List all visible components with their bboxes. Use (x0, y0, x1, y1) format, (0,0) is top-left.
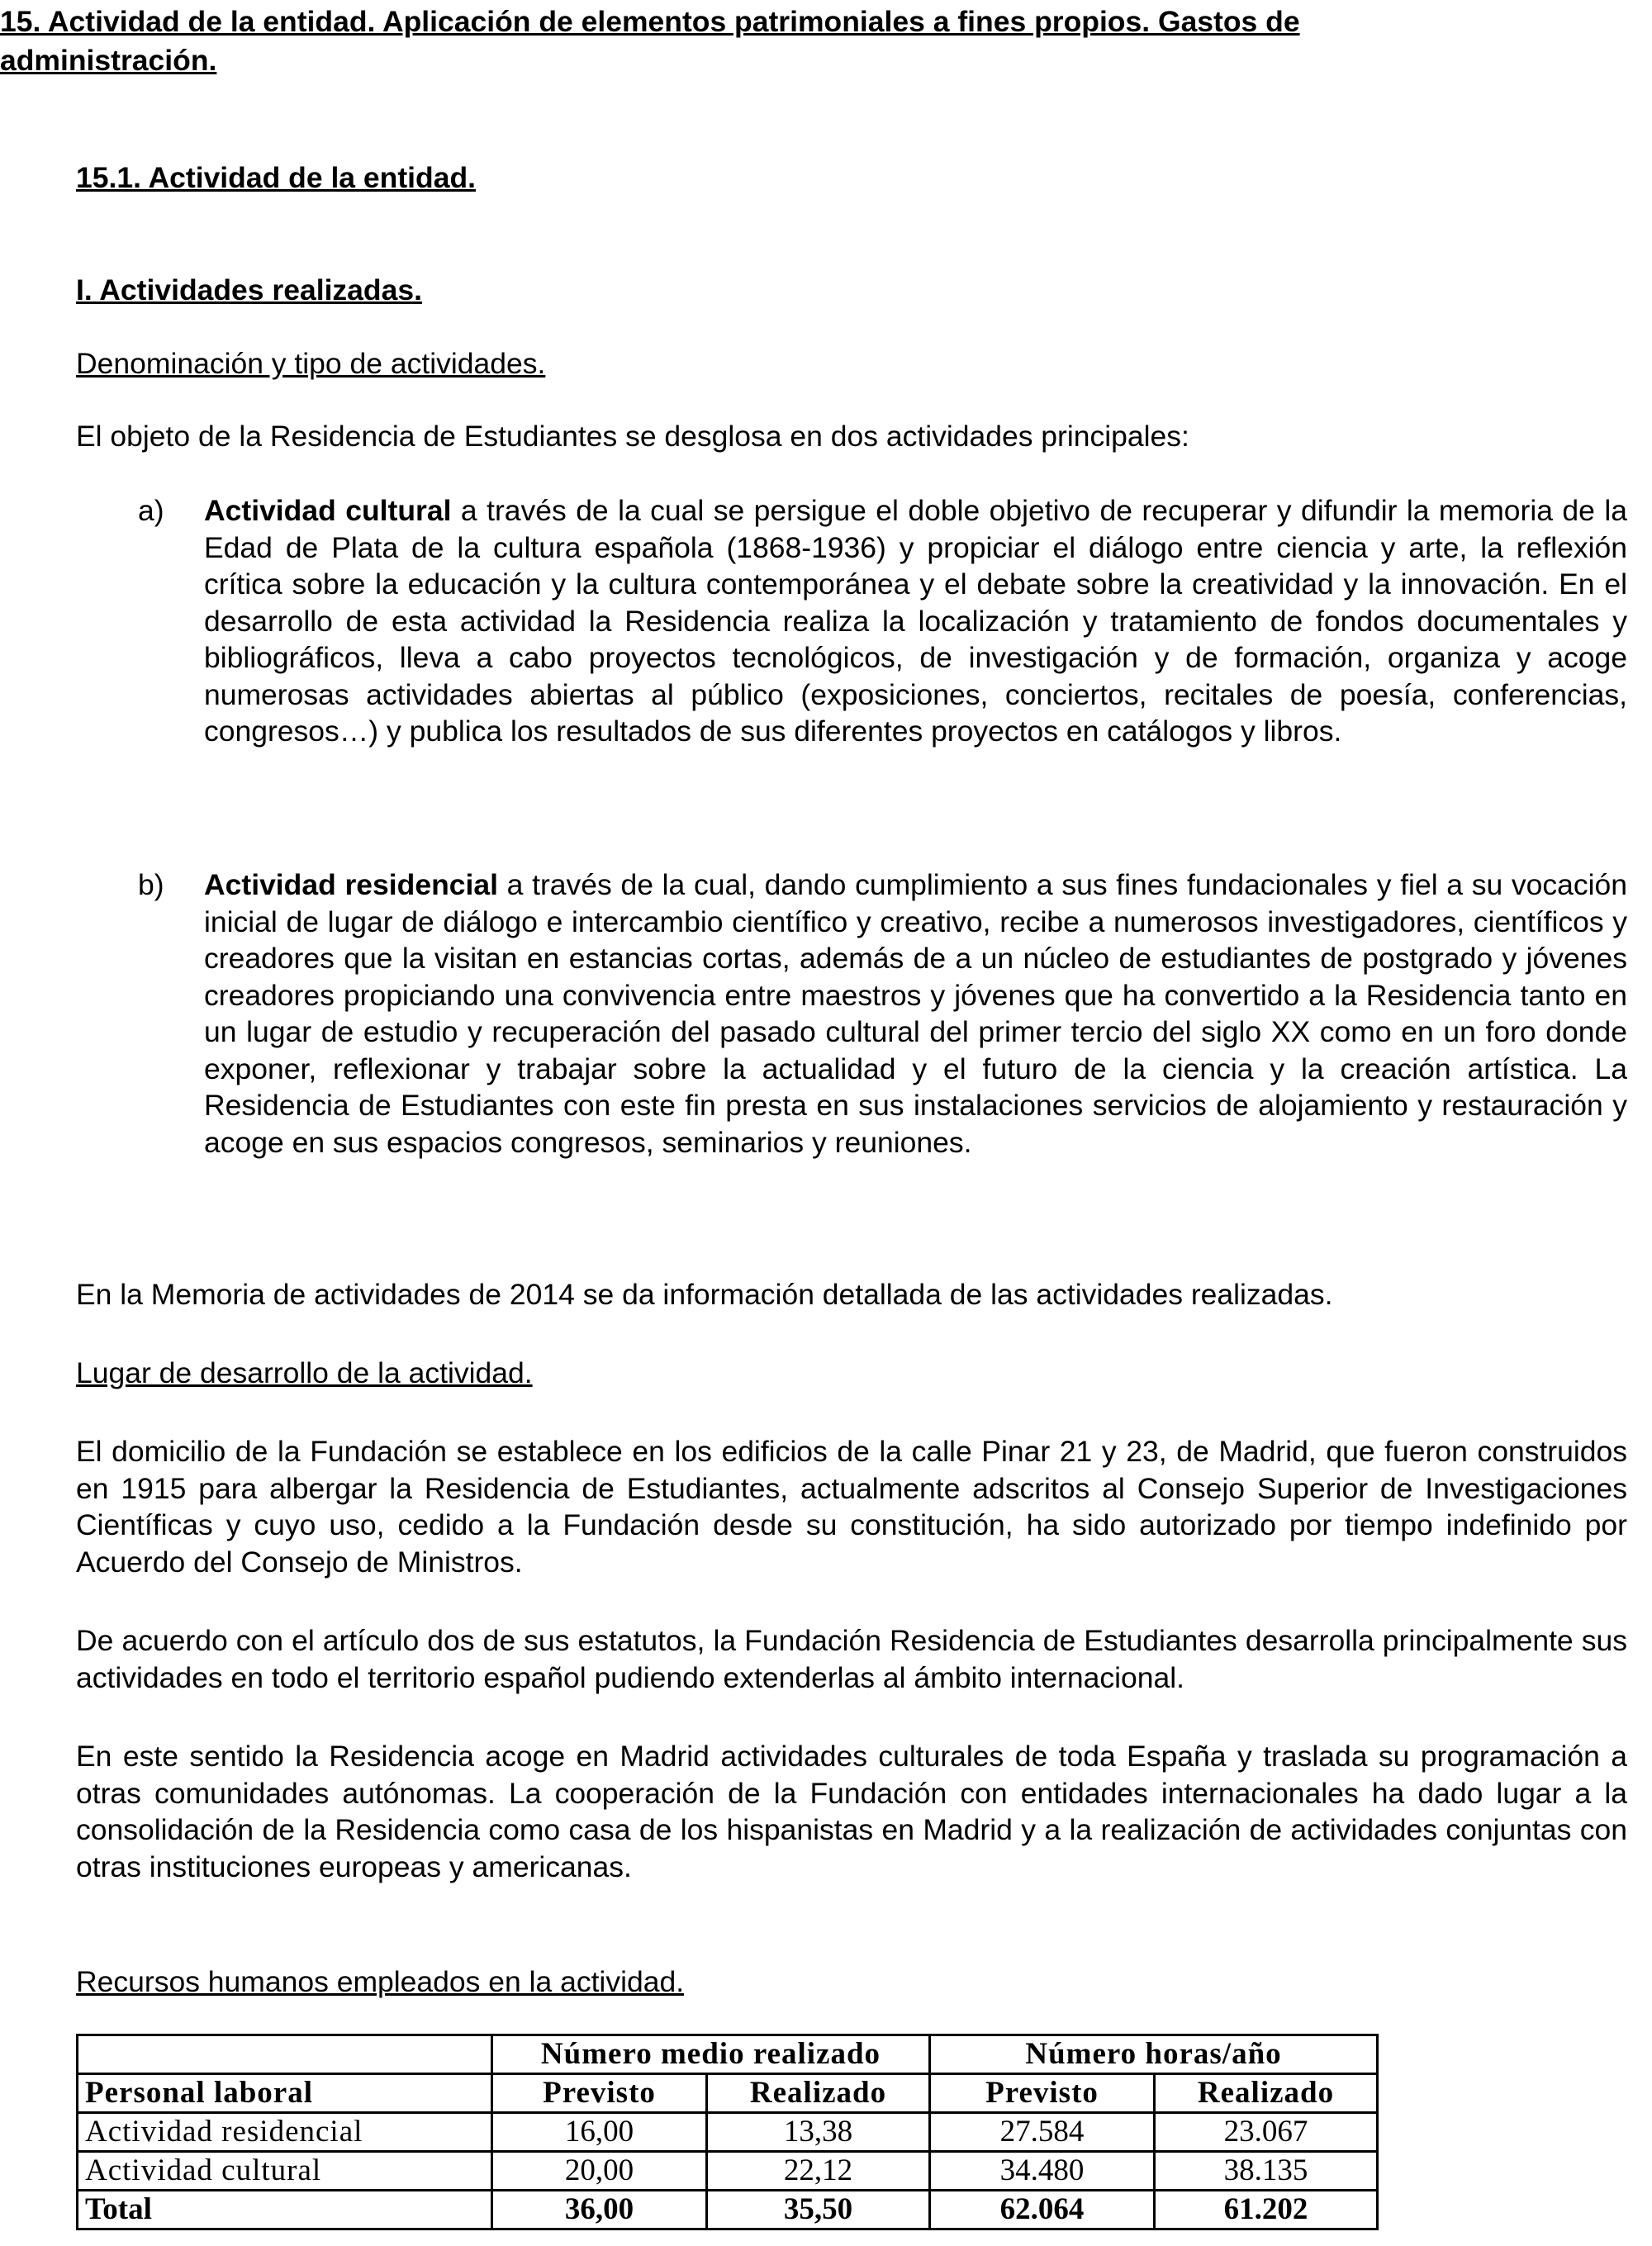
memoria-paragraph: En la Memoria de actividades de 2014 se da información detallada de las actividades realizadas. (76, 1278, 1333, 1311)
item-b-text (204, 867, 1627, 1161)
section-heading-line2: administración. (0, 44, 217, 77)
table-row (78, 2152, 1378, 2191)
item-a-marker: a) (138, 494, 164, 527)
section-heading-line1: 15. Actividad de la entidad. Aplicación de elementos patrimoniales a fines propios. Gastos de (0, 5, 1300, 38)
total-value: 62.064 (930, 2191, 1155, 2229)
cell-value: 13,38 (707, 2113, 930, 2152)
denominacion-label: Denominación y tipo de actividades. (76, 347, 546, 380)
cell-value: 22,12 (707, 2152, 930, 2191)
lugar-label: Lugar de desarrollo de la actividad. (76, 1356, 533, 1389)
cell-value: 34.480 (930, 2152, 1155, 2191)
cell-value: 23.067 (1155, 2113, 1378, 2152)
group-header-horas: Número horas/año (930, 2035, 1378, 2074)
cell-value: 38.135 (1155, 2152, 1378, 2191)
lugar-paragraph-2: De acuerdo con el artículo dos de sus estatutos, la Fundación Residencia de Estudiantes desarrolla principalmente sus actividades en todo el territorio español pudiendo extenderlas al ámbito internacional. (76, 1624, 1627, 1694)
header-realizado-medio: Realizado (707, 2074, 930, 2113)
header-realizado-horas: Realizado (1155, 2074, 1378, 2113)
item-b-body: a través de la cual, dando cumplimiento a sus fines fundacionales y fiel a su vocación inicial de lugar de diálogo e intercambio científico y creativo, recibe a numerosos investigadores, científicos y creadores que la visitan en estancias cortas, además de a un núcleo de estudiantes de postgrado y jóvenes creadores propiciando una convivencia entre maestros y jóvenes que ha convertido a la Residencia tanto en un lugar de estudio y recuperación del pasado cultural del primer tercio del siglo XX como en un foro donde exponer, reflexionar y trabajar sobre la actualidad y el futuro de la ciencia y la creación artística. La Residencia de Estudiantes con este fin presta en sus instalaciones servicios de alojamiento y restauración y acoge en sus espacios congresos, seminarios y reuniones. (204, 868, 1628, 1159)
total-value: 36,00 (492, 2191, 707, 2229)
recursos-label: Recursos humanos empleados en la actividad. (76, 1965, 685, 1998)
header-personal: Personal laboral (78, 2074, 492, 2113)
human-resources-table (76, 2034, 1379, 2230)
header-previsto-medio: Previsto (492, 2074, 707, 2113)
cell-value: 27.584 (930, 2113, 1155, 2152)
total-value: 35,50 (707, 2191, 930, 2229)
item-b-lead: Actividad residencial (204, 868, 498, 901)
subsection-title: 15.1. Actividad de la entidad. (76, 161, 476, 194)
table-row (78, 2113, 1378, 2152)
group-header-numero-medio: Número medio realizado (492, 2035, 930, 2074)
intro-paragraph: El objeto de la Residencia de Estudiantes se desglosa en dos actividades principales: (76, 420, 1189, 453)
table-header-row (78, 2074, 1378, 2113)
lugar-paragraph-3: En este sentido la Residencia acoge en Madrid actividades culturales de toda España y traslada su programación a otras comunidades autónomas. La cooperación de la Fundación con entidades internacionales ha dado lugar a la consolidación de la Residencia como casa de los hispanistas en Madrid y a la realización de actividades conjuntas con otras instituciones europeas y americanas. (76, 1740, 1627, 1883)
item-b-marker: b) (138, 868, 164, 901)
header-previsto-horas: Previsto (930, 2074, 1155, 2113)
lugar-paragraph-1: El domicilio de la Fundación se establece en los edificios de la calle Pinar 21 y 23, de Madrid, que fueron construidos en 1915 para albergar la Residencia de Estudiantes, actualmente adscritos al Consejo Superior de Investigaciones Científicas y cuyo uso, cedido a la Fundación desde su constitución, ha sido autorizado por tiempo indefinido por Acuerdo del Consejo de Ministros. (76, 1435, 1627, 1579)
cell-value: 20,00 (492, 2152, 707, 2191)
recursos-table (76, 2034, 1379, 2230)
row-label: Actividad cultural (78, 2152, 492, 2191)
table-corner-cell (78, 2035, 492, 2074)
total-value: 61.202 (1155, 2191, 1378, 2229)
item-a-lead: Actividad cultural (204, 494, 452, 527)
table-total-row (78, 2191, 1378, 2229)
item-a-text (204, 492, 1627, 750)
total-label: Total (78, 2191, 492, 2229)
item-a-body: a través de la cual se persigue el doble objetivo de recuperar y difundir la memoria de la Edad de Plata de la cultura española (1868-1936) y propiciar el diálogo entre ciencia y arte, la reflexión crítica sobre la educación y la cultura contemporánea y el debate sobre la creatividad y la innovación. En el desarrollo de esta actividad la Residencia realiza la localización y tratamiento de fondos documentales y bibliográficos, lleva a cabo proyectos tecnológicos, de investigación y de formación, organiza y acoge numerosas actividades abiertas al público (exposiciones, conciertos, recitales de poesía, conferencias, congresos…) y publica los resultados de sus diferentes proyectos en catálogos y libros. (204, 494, 1627, 748)
section-heading (0, 2, 1645, 80)
cell-value: 16,00 (492, 2113, 707, 2152)
row-label: Actividad residencial (78, 2113, 492, 2152)
table-group-header-row (78, 2035, 1378, 2074)
activities-title: I. Actividades realizadas. (76, 273, 422, 306)
